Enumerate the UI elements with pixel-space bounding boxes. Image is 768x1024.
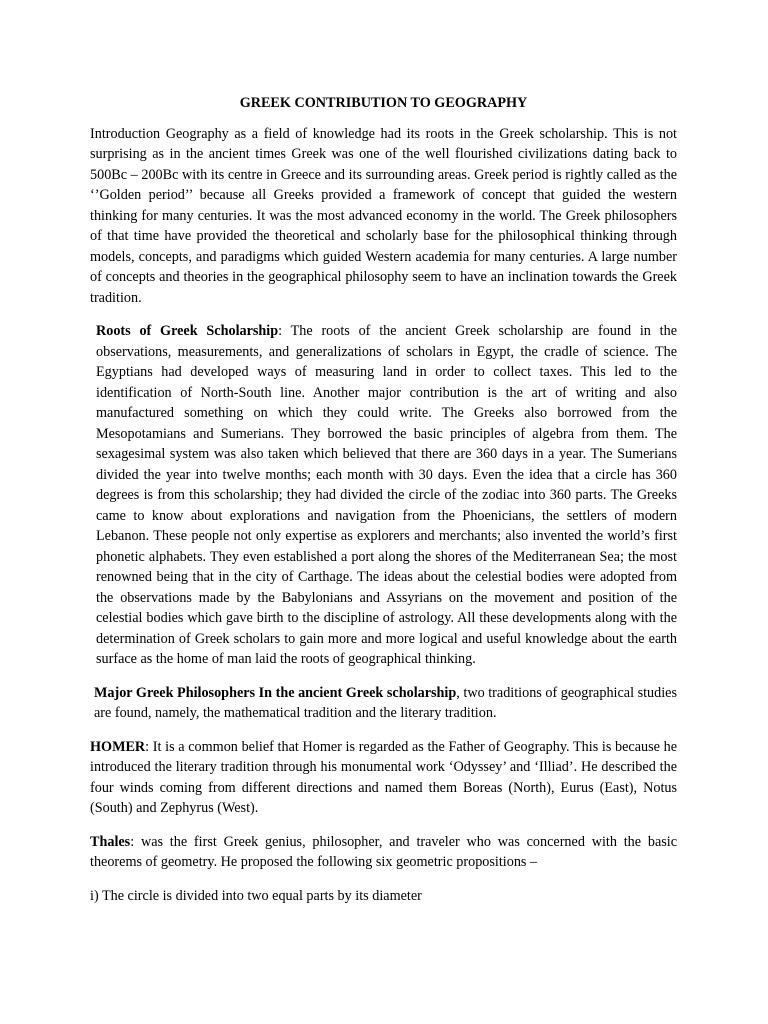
major-philosophers-heading: Major Greek Philosophers In the ancient Greek scholarship — [94, 684, 457, 701]
roots-paragraph — [90, 321, 677, 670]
document-title: GREEK CONTRIBUTION TO GEOGRAPHY — [239, 95, 528, 111]
major-philosophers-paragraph — [90, 683, 677, 724]
roots-text: : The roots of the ancient Greek scholarship are found in the observations, measurements, and generalizations of scholars in Egypt, the cradle of science. The Egyptians had developed ways of measuring land in order to collect taxes. This led to the identification of North-South line. Another major contribution is the art of writing and also manufactured something on which they could write. The Greeks also borrowed from the Mesopotamians and Sumerians. They borrowed the basic principles of algebra from them. The sexagesimal system was also taken which believed that there are 360 days in a year. The Sumerians divided the year into twelve months; each month with 30 days. Even the idea that a circle has 360 degrees is from this scholarship; they had divided the circle of the zodiac into 360 parts. The Greeks came to know about explorations and navigation from the Phoenicians, the settlers of modern Lebanon. These people not only expertise as explorers and merchants; also invented the world’s first phonetic alphabets. They even established a port along the shores of the Mediterranean Sea; the most renowned being that in the city of Carthage. The ideas about the celestial bodies were adopted from the observations made by the Babylonians and Assyrians on the movement and position of the celestial bodies which gave birth to the discipline of astrology. All these developments along with the determination of Greek scholars to gain more and more logical and useful knowledge about the earth surface as the home of man laid the roots of geographical thinking. — [96, 323, 677, 667]
major-philosophers-text: , two traditions of geographical studies are found, namely, the mathematical tradition and the literary tradition. — [94, 684, 677, 721]
thales-text: : was the first Greek genius, philosopher, and traveler who was concerned with the basic theorems of geometry. He proposed the following six geometric propositions – — [90, 833, 677, 870]
homer-heading: HOMER — [90, 738, 146, 755]
roots-heading: Roots of Greek Scholarship — [96, 323, 279, 339]
homer-text: : It is a common belief that Homer is regarded as the Father of Geography. This is because he introduced the literary tradition through his monumental work ‘Odyssey’ and ‘Illiad’. He described the four winds coming from different directions and named them Boreas (North), Eurus (East), Notus (South) and Zephyrus (West). — [90, 738, 677, 816]
homer-paragraph — [90, 737, 677, 819]
thales-heading: Thales — [90, 833, 131, 850]
document-body — [90, 93, 677, 919]
list-item: i) The circle is divided into two equal parts by its diameter — [90, 887, 422, 904]
thales-paragraph — [90, 832, 677, 873]
intro-paragraph: Introduction Geography as a field of knowledge had its roots in the Greek scholarship. This is not surprising as in the ancient times Greek was one of the well flourished civilizations dating back to 500Bc – 200Bc with its centre in Greece and its surrounding areas. Greek period is rightly called as the ‘’Golden period’’ because all Greeks provided a framework of concept that guided the western thinking for many centuries. It was the most advanced economy in the world. The Greek philosophers of that time have provided the theoretical and scholarly base for the philosophical thinking through models, concepts, and paradigms which guided Western academia for many centuries. A large number of concepts and theories in the geographical philosophy seem to have an inclination towards the Greek tradition. — [90, 125, 677, 306]
